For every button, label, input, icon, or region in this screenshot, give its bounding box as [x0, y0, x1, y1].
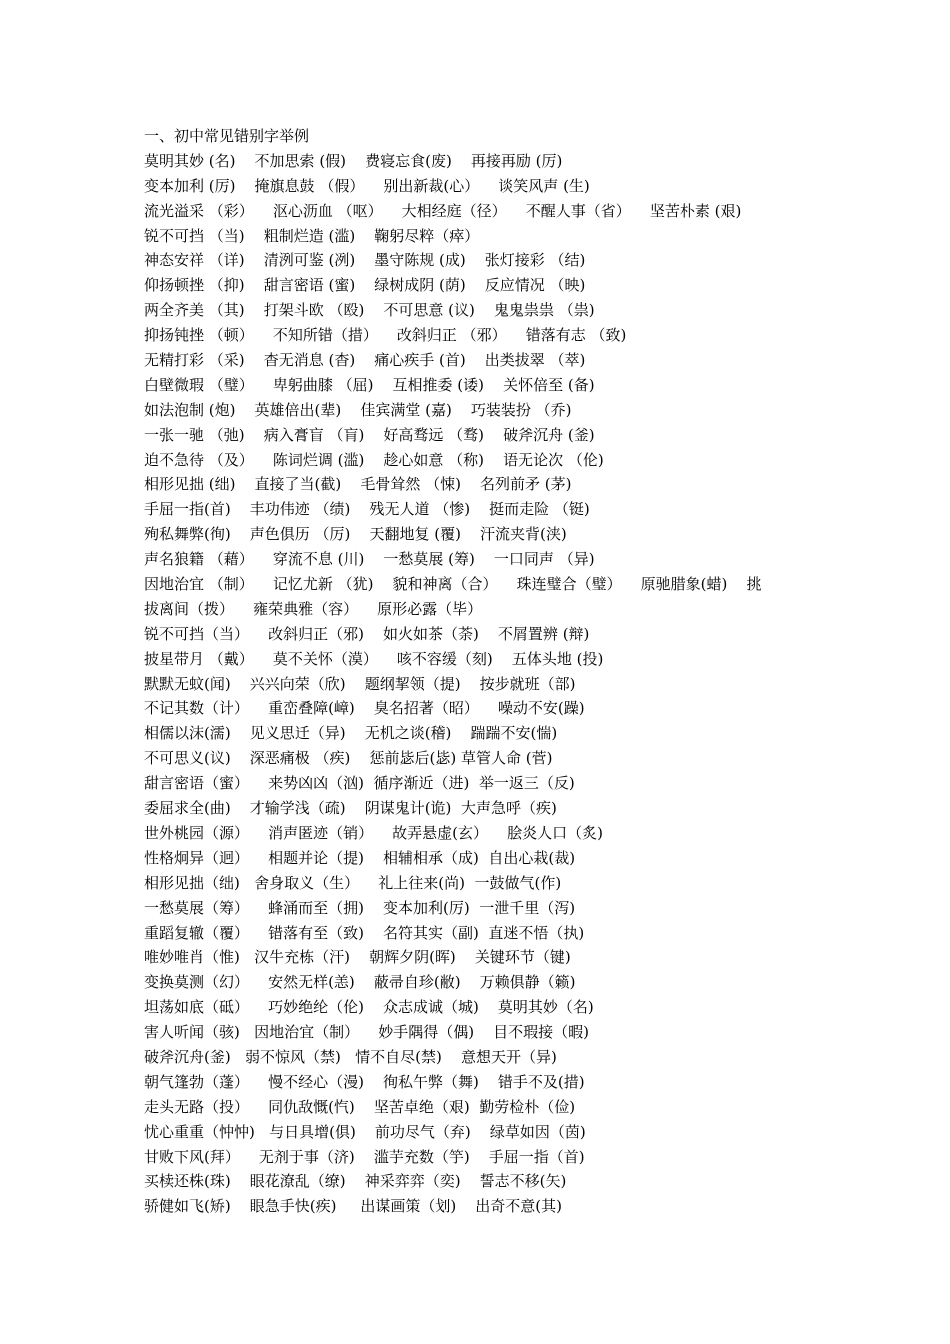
word-list-line: 唯妙唯肖（惟) 汉牛充栋（汗) 朝辉夕阴(晖) 关键环节（键)	[144, 948, 571, 967]
word-list	[144, 149, 824, 1219]
word-list-line: 默默无蚊(闻) 兴兴向荣（欣) 题纲挈领（提) 按步就班（部)	[144, 674, 576, 693]
word-list-line: 一张一驰 （弛) 病入膏盲 （肓) 好高骛远 （骛) 破斧沉舟 (釜)	[144, 425, 595, 444]
word-list-line: 手屈一指(首) 丰功伟迹 （绩) 残无人道 （惨) 挺而走险 （铤)	[144, 500, 590, 519]
word-list-line: 仰扬顿挫 （抑) 甜言密语 (蜜) 绿树成阴 (荫) 反应情况 （映)	[144, 276, 586, 295]
document-title: 一、初中常见错别字举例	[144, 127, 310, 145]
word-list-line: 拔离间（拨） 雍荣典雅（容） 原形必露（毕）	[144, 599, 483, 618]
word-list-line: 忧心重重（忡忡) 与日具增(俱) 前功尽气（弃) 绿草如因（茵)	[144, 1122, 586, 1141]
word-list-line: 不可思义(议) 深恶痛极 （疾) 惩前毖后(毖) 草管人命 (菅)	[144, 749, 553, 768]
document-page	[144, 124, 824, 1219]
word-list-line: 甜言密语（蜜） 来势凶凶（汹) 循序渐近（进) 举一返三（反)	[144, 774, 575, 793]
word-list-line: 锐不可挡 （当) 粗制烂造 (滥) 鞠躬尽粹（瘁）	[144, 226, 480, 245]
word-list-line: 白壁微瑕 （璧） 卑躬曲膝 （屈) 互相推委 (诿) 关怀倍至 (备)	[144, 375, 595, 394]
word-list-line: 不记其数（计） 重峦叠障(嶂) 臭名招著（昭） 噪动不安(躁)	[144, 699, 585, 718]
word-list-line: 坦荡如底（砥） 巧妙绝纶（伦) 众志成诚（城) 莫明其妙（名)	[144, 998, 594, 1017]
word-list-line: 因地治宜 （制） 记忆尤新 （犹) 貌和神离（合） 珠连璧合（璧） 原驰腊象(蜡) 挑	[144, 575, 762, 594]
word-list-line: 莫明其妙 (名) 不加思索 (假) 费寝忘食(废) 再接再励 (厉)	[144, 151, 563, 170]
word-list-line: 锐不可挡（当） 改斜归正（邪) 如火如茶（荼) 不屑置辨 (辩)	[144, 624, 590, 643]
word-list-line: 性格炯异（迥） 相题并论（提) 相辅相承（成) 自出心栽(裁)	[144, 848, 576, 867]
word-list-line: 骄健如飞(矫) 眼急手快(疾) 出谋画策（划) 出奇不意(其)	[144, 1197, 562, 1216]
word-list-line: 相儒以沫(濡) 见义思迁（异) 无机之谈(稽) 踹踹不安(惴)	[144, 724, 558, 743]
word-list-line: 破斧沉舟(釜) 弱不惊风（禁) 情不自尽(禁) 意想天开（异)	[144, 1047, 557, 1066]
word-list-line: 殉私舞弊(徇) 声色俱历 （厉) 天翻地复 (覆) 汗流夹背(浃)	[144, 525, 567, 544]
word-list-line: 相形见拙（绌) 舍身取义（生） 礼上往来(尚) 一鼓做气(作)	[144, 873, 562, 892]
word-list-line: 两全齐美 （其) 打架斗欧 （殴) 不可思意 (议) 鬼鬼祟祟 （祟)	[144, 301, 595, 320]
word-list-line: 神态安祥 （详) 清洌可鉴 (冽) 墨守陈规 (成) 张灯接彩 （结)	[144, 251, 586, 270]
word-list-line: 声名狼籍 （藉） 穿流不息 (川) 一愁莫展 (筹) 一口同声 （异)	[144, 550, 595, 569]
word-list-line: 走头无路（投） 同仇敌慨(忾) 坚苦卓绝（艰) 勤劳检朴（俭)	[144, 1097, 576, 1116]
word-list-line: 世外桃园（源） 消声匿迹（销） 故弄悬虚(玄） 脍炎人口（炙)	[144, 823, 603, 842]
word-list-line: 变换莫测（幻） 安然无样(恙) 蔽帚自珍(敝) 万赖俱静（籁)	[144, 973, 576, 992]
word-list-line: 流光溢采 （彩） 沤心沥血 （呕） 大相经庭（径） 不醒人事（省） 坚苦朴素 (艰)	[144, 201, 742, 220]
word-list-line: 一愁莫展（筹） 蜂涌而至（拥) 变本加利(厉) 一泄千里（泻)	[144, 898, 576, 917]
word-list-line: 朝气篷勃（蓬） 慢不经心（漫) 徇私午弊（舞) 错手不及(措)	[144, 1072, 585, 1091]
word-list-line: 迫不急待 （及） 陈词烂调 (滥) 趁心如意 （称) 语无论次 （伦)	[144, 450, 604, 469]
word-list-line: 委屈求全(曲) 才输学浅（疏) 阴谋鬼计(诡) 大声急呼（疾)	[144, 799, 557, 818]
word-list-line: 相形见拙 (绌) 直接了当(截) 毛骨耸然 （悚) 名列前矛 (茅)	[144, 475, 572, 494]
word-list-line: 害人听闻（骇) 因地治宜（制） 妙手隅得（偶) 目不瑕接（暇)	[144, 1023, 590, 1042]
word-list-line: 重蹈复辙（覆） 错落有至（致) 名符其实（副) 直迷不悟（执)	[144, 923, 585, 942]
word-list-line: 如法泡制 (炮) 英雄倍出(辈) 佳宾满堂 (嘉) 巧装装扮 （乔)	[144, 400, 572, 419]
word-list-line: 变本加利 (厉) 掩旗息鼓 （假） 别出新裁(心） 谈笑风声 (生)	[144, 176, 590, 195]
word-list-line: 买椟还株(珠) 眼花潦乱（缭) 神采弈弈（奕) 誓志不移(矢)	[144, 1172, 567, 1191]
word-list-line: 披星带月 （戴） 莫不关怀（漠） 咳不容缓（刻) 五体头地 (投)	[144, 649, 604, 668]
word-list-line: 抑扬钝挫 （顿） 不知所错（措） 改斜归正 （邪） 错落有志 （致)	[144, 326, 627, 345]
word-list-line: 甘败下风(拜） 无剂于事（济) 滥芋充数（竽) 手屈一指（首)	[144, 1147, 585, 1166]
word-list-line: 无精打彩 （采) 杳无消息 (杳) 痛心疾手 (首) 出类拔翠 （萃)	[144, 351, 586, 370]
